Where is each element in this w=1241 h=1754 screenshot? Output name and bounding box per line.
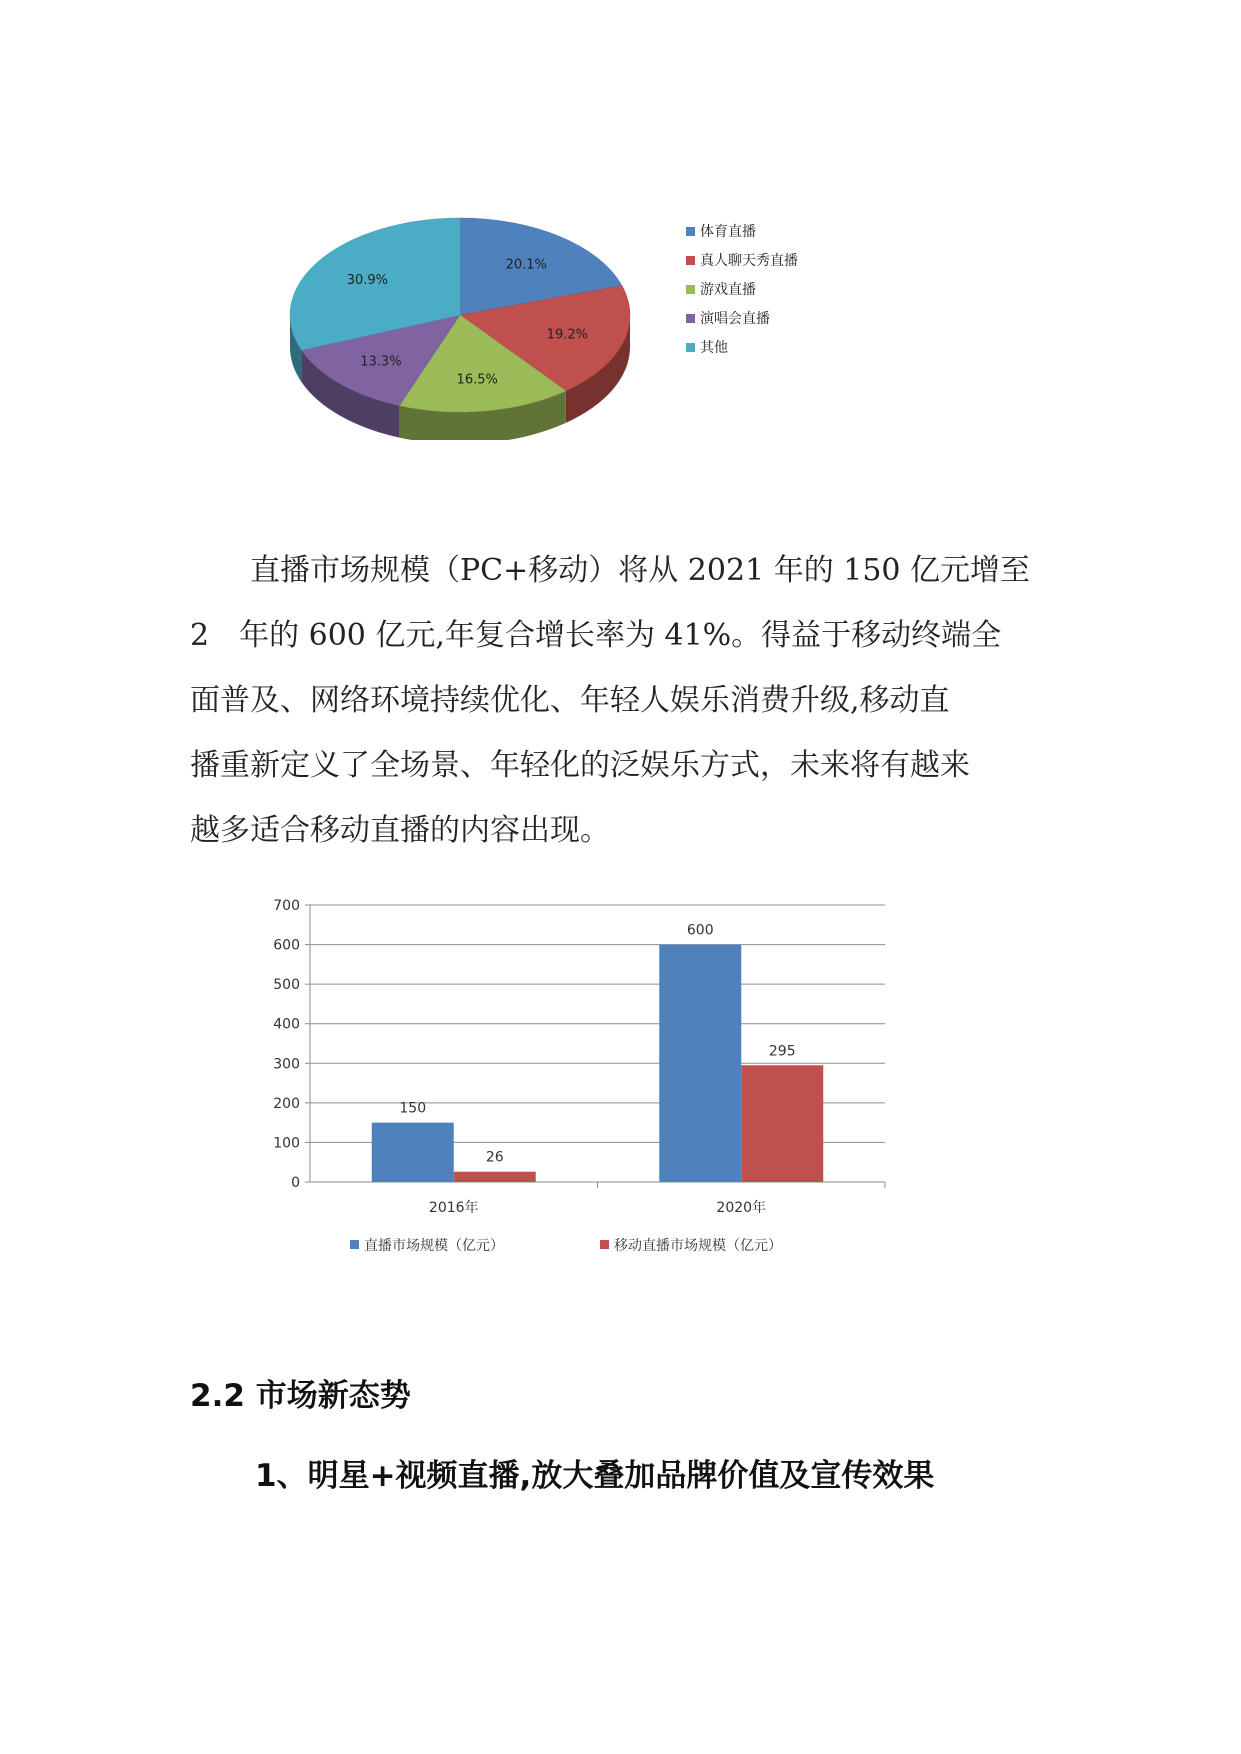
pie-data-label: 19.2% (546, 327, 588, 343)
pie-legend-label: 体育直播 (700, 224, 756, 240)
y-tick-label: 700 (273, 898, 300, 914)
bar-data-label: 150 (399, 1100, 427, 1117)
section-heading: 2.2 市场新态势 (190, 1378, 411, 1414)
legend-swatch (600, 1240, 609, 1249)
y-tick-label: 400 (273, 1016, 300, 1033)
pie-data-label: 30.9% (346, 272, 389, 288)
legend-swatch (686, 343, 695, 352)
paragraph-line: 播重新定义了全场景、年轻化的泛娱乐方式，未来将有越来 (190, 748, 970, 783)
bar (741, 1065, 823, 1182)
subsection-heading: 1、明星+视频直播,放大叠加品牌价值及宣传效果 (255, 1458, 935, 1494)
legend-swatch (686, 227, 695, 236)
y-tick-label: 100 (273, 1135, 300, 1152)
pie-legend-label: 游戏直播 (700, 282, 756, 298)
legend-swatch (686, 256, 695, 265)
pie-data-label: 13.3% (360, 354, 402, 370)
paragraph-line: 越多适合移动直播的内容出现。 (190, 813, 610, 848)
pie-chart-svg (270, 200, 870, 440)
bar-legend (350, 1237, 782, 1254)
pie-data-label: 20.1% (505, 257, 547, 273)
y-tick-label: 200 (273, 1095, 300, 1112)
bar-data-label: 26 (485, 1149, 504, 1166)
legend-swatch (686, 314, 695, 323)
y-tick-label: 500 (273, 977, 300, 994)
bar-chart (255, 890, 915, 1290)
legend-swatch (350, 1240, 359, 1249)
bar-chart-svg (255, 890, 915, 1290)
x-tick-label: 2016年 (428, 1200, 479, 1216)
paragraph-line: 面普及、网络环境持续优化、年轻人娱乐消费升级,移动直 (190, 683, 950, 718)
bars (372, 923, 824, 1216)
body-paragraph (190, 538, 1070, 863)
pie-legend-label: 真人聊天秀直播 (700, 253, 798, 269)
bar-legend-label: 移动直播市场规模（亿元） (614, 1238, 782, 1254)
bar (659, 945, 741, 1182)
paragraph-line: 2 年的 600 亿元,年复合增长率为 41%。得益于移动终端全 (190, 618, 1002, 653)
pie-legend-label: 演唱会直播 (700, 311, 770, 327)
bar (454, 1172, 536, 1182)
pie-legend-label: 其他 (700, 340, 728, 356)
bar-data-label: 295 (768, 1043, 796, 1060)
pie-data-label: 16.5% (456, 372, 498, 388)
legend-swatch (686, 285, 695, 294)
x-tick-label: 2020年 (716, 1200, 767, 1216)
y-tick-label: 300 (273, 1056, 300, 1073)
bar (372, 1123, 454, 1182)
paragraph-line: 直播市场规模（PC+移动）将从 2021 年的 150 亿元增至 (190, 553, 1031, 588)
y-tick-label: 600 (273, 937, 300, 954)
bar-legend-label: 直播市场规模（亿元） (364, 1238, 504, 1254)
bar-data-label: 600 (686, 922, 714, 939)
pie-legend (686, 223, 798, 356)
pie-chart (270, 200, 870, 440)
y-tick-label: 0 (291, 1175, 300, 1191)
